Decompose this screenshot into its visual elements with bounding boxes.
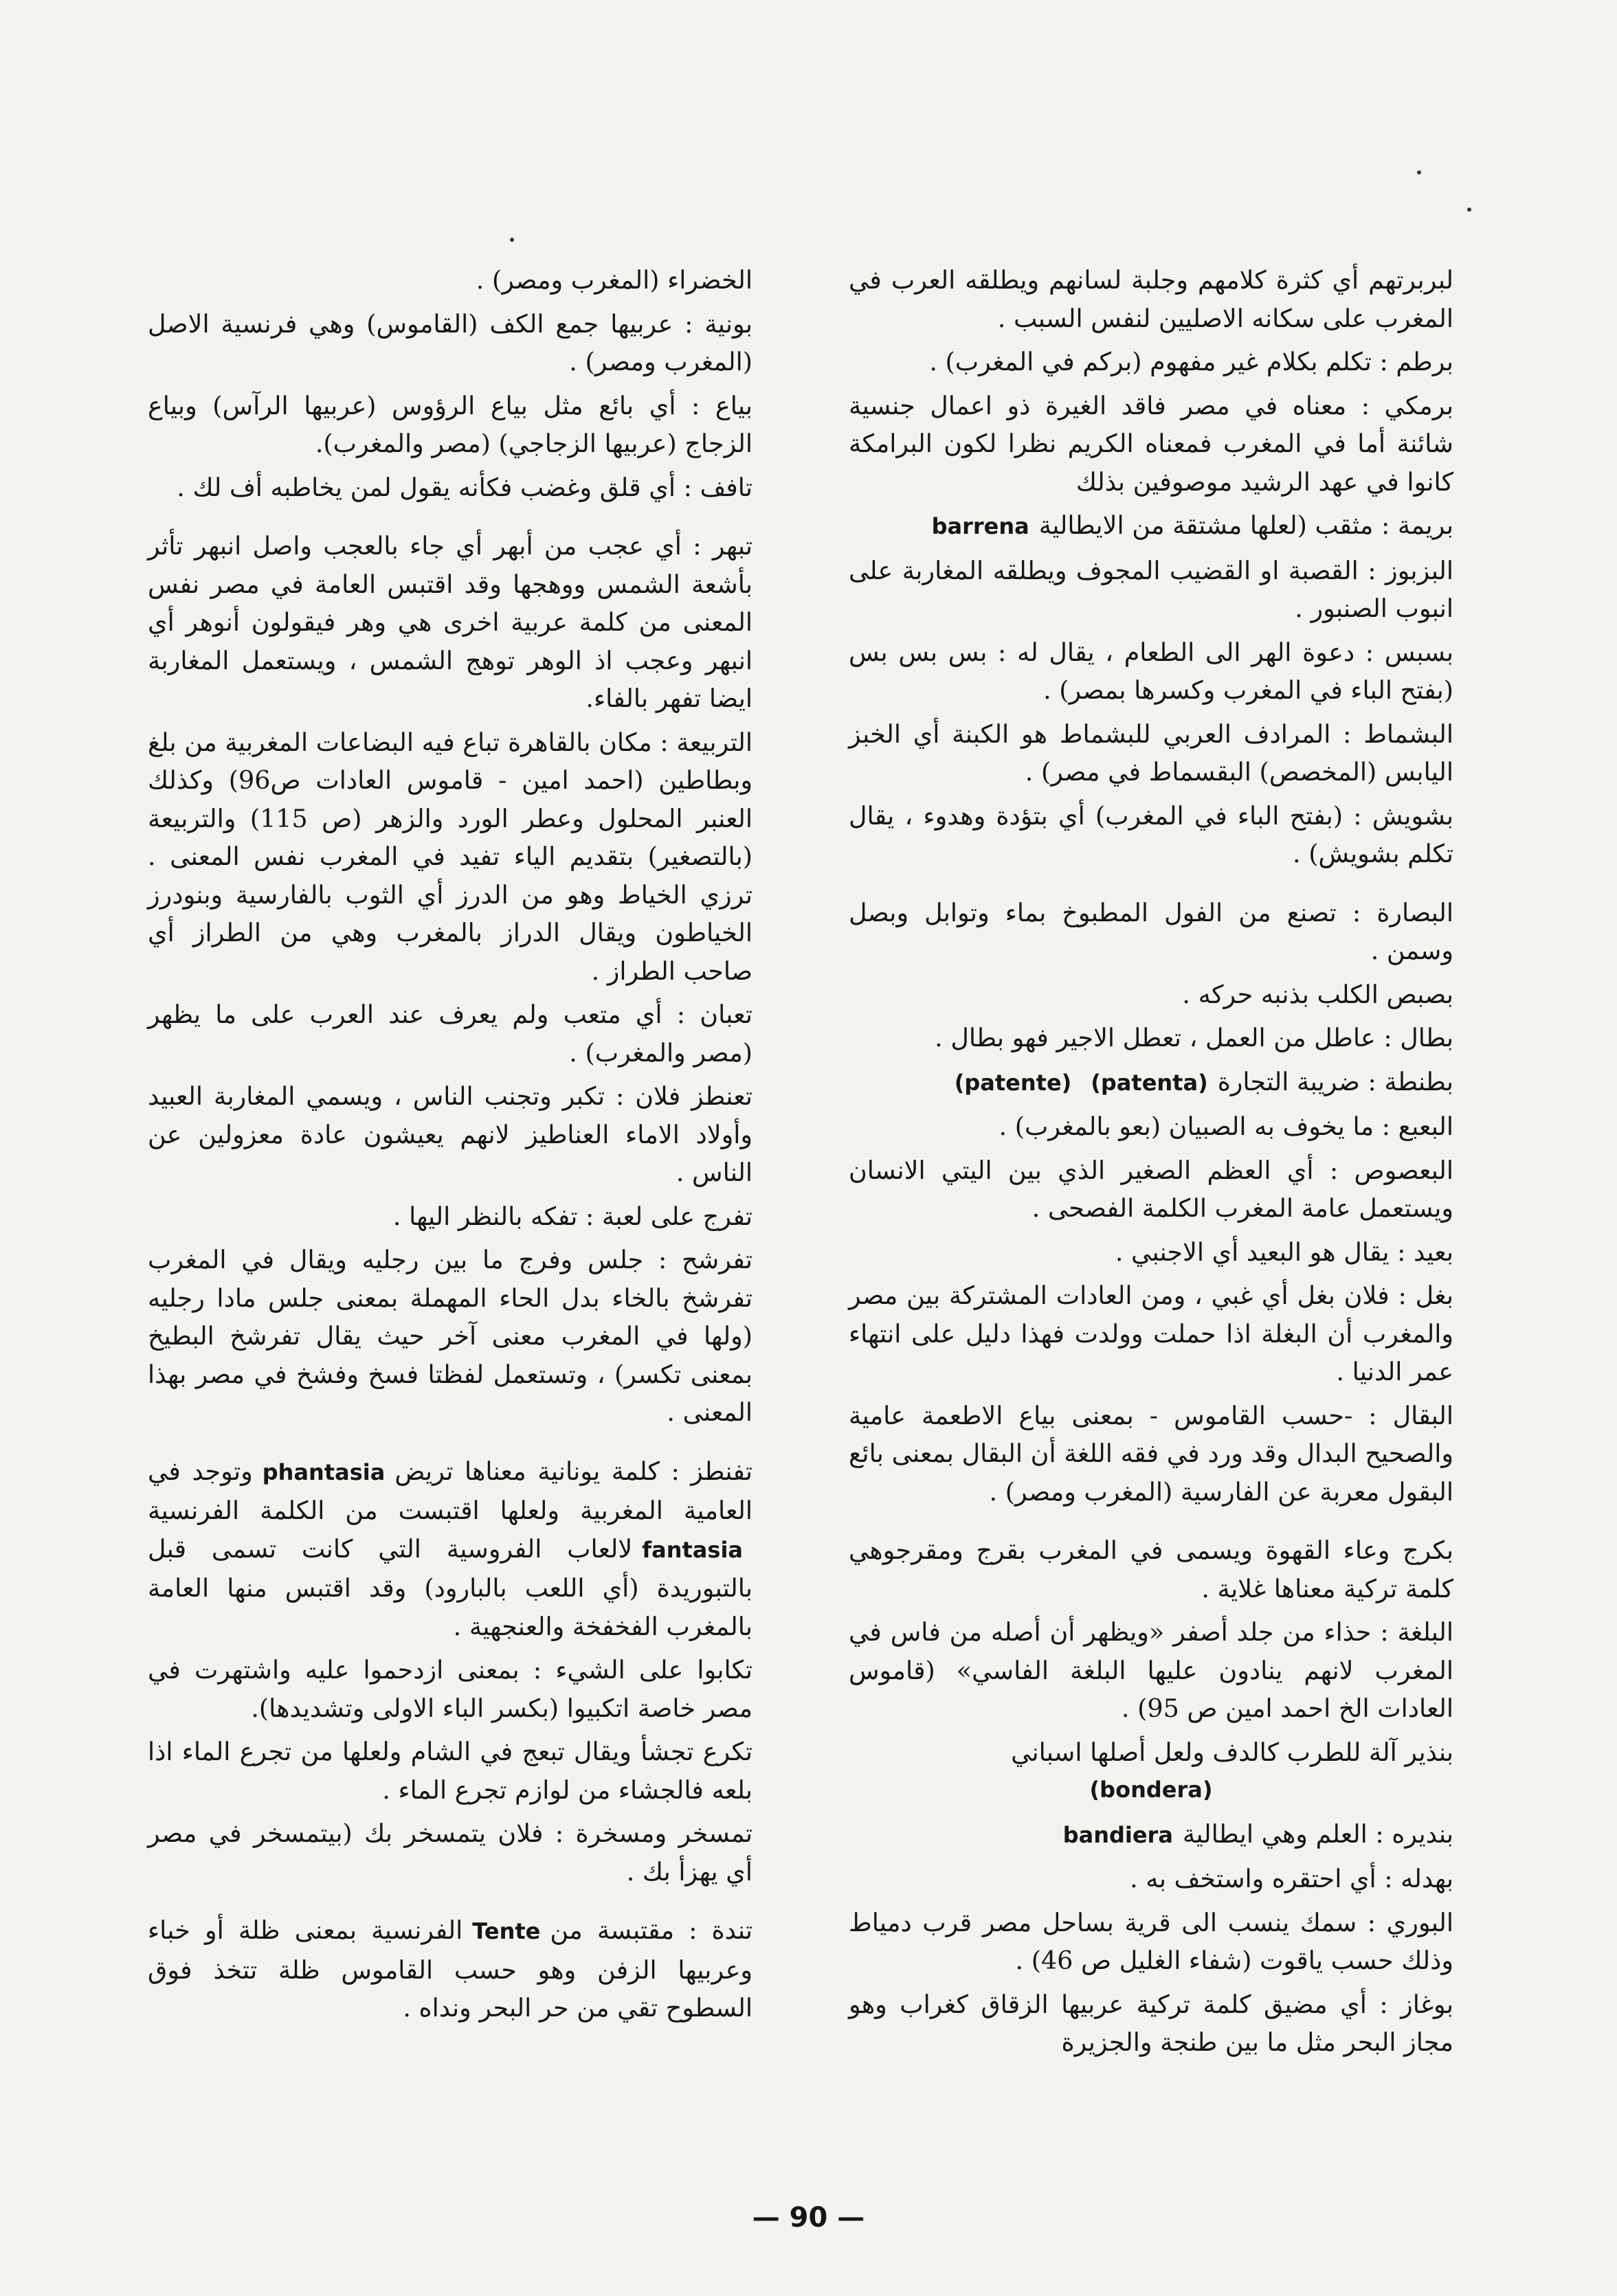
entry-text: بنذير آلة للطرب كالدف ولعل أصلها اسباني (1011, 1737, 1453, 1767)
dictionary-entry (148, 469, 752, 507)
entry-text: الخضراء (المغرب ومصر) . (476, 265, 752, 295)
dictionary-entry (849, 1397, 1453, 1511)
latin-term: phantasia (262, 1459, 386, 1485)
dictionary-entry (148, 527, 752, 718)
dictionary-entry (148, 1452, 752, 1646)
entry-text: بسبس : دعوة الهر الى الطعام ، يقال له : بس بس بس (بفتح الباء في المغرب وكسرها بمصر) . (849, 637, 1453, 705)
entry-text: بغل : فلان بغل أي غبي ، ومن العادات المشتركة بين مصر والمغرب أن البغلة اذا حملت وولدت فهذا دليل على انتهاء عمر الدنيا . (849, 1281, 1453, 1386)
entry-text: بونية : عربيها جمع الكف (القاموس) وهي فرنسية الاصل (المغرب ومصر) . (148, 308, 752, 376)
scan-speck (1417, 170, 1421, 175)
entry-text: لبربرتهم أي كثرة كلامهم وجلبة لسانهم ويطلقه العرب في المغرب على سكانه الاصليين لنفس السبب . (849, 265, 1453, 333)
latin-term: (patenta) (1091, 1069, 1208, 1096)
entry-text: تكابوا على الشيء : بمعنى ازدحموا عليه واشتهرت في مصر خاصة اتكبيوا (بكسر الباء الاولى وتشديدها). (148, 1655, 752, 1723)
entry-text: البلغة : حذاء من جلد أصفر «ويظهر أن أصله من فاس في المغرب لانهم ينادون عليها البلغة الفاسي» (قاموس العادات الخ احمد امين ص 95) . (849, 1617, 1453, 1723)
entry-text: البقال : -حسب القاموس - بمعنى بياع الاطعمة عامية والصحيح البدال وقد ورد في فقه اللغة أن البقال بمعنى بائع البقول معربة عن الفارسية (المغرب ومصر) . (849, 1400, 1453, 1507)
dictionary-entry (849, 1531, 1453, 1608)
entry-text: برمكي : معناه في مصر فاقد الغيرة ذو اعمال جنسية شائنة أما في المغرب فمعناه الكريم نظرا لكون البرامكة كانوا في عهد الرشيد موصوفين بذلك (849, 390, 1453, 497)
dictionary-entry (849, 1151, 1453, 1228)
entry-text: تمسخر ومسخرة : فلان يتمسخر بك (بيتمسخر في مصر أي يهزأ بك . (148, 1819, 752, 1887)
dictionary-entry (148, 1651, 752, 1727)
entry-text: تعبان : أي متعب ولم يعرف عند العرب على ما يظهر (مصر والمغرب) . (148, 1000, 752, 1068)
dictionary-entry (849, 1815, 1453, 1855)
entry-text: بنديره : العلم وهي ايطالية (1182, 1819, 1453, 1849)
entry-text: بطال : عاطل من العمل ، تعطل الاجير فهو بطال . (935, 1023, 1453, 1053)
right-column (849, 261, 1453, 2067)
dictionary-entry (148, 305, 752, 381)
dictionary-entry (849, 343, 1453, 381)
entry-text: بكرج وعاء القهوة ويسمى في المغرب بقرج ومقرجوهي كلمة تركية معناها غلاية . (849, 1535, 1453, 1603)
latin-term: (bondera) (1089, 1777, 1213, 1803)
dictionary-entry (148, 387, 752, 463)
entry-text: التربيعة : مكان بالقاهرة تباع فيه البضاعات المغربية من بلغ وبطاطين (احمد امين - قاموس العادات ص96) وكذلك العنبر المحلول وعطر الورد والزهر (ص 115) والتربيعة (بالتصغير) بتقديم الياء تفيد في المغرب نفس المعنى . ترزي الخياط وهو من الدرز أي الثوب بالفارسية وبنودرز الخياطون ويقال الدراز بالمغرب وهي من الطراز أي صاحب الطراز . (148, 727, 753, 986)
scan-speck (1467, 207, 1471, 212)
entry-text: تافف : أي قلق وغضب فكأنه يقول لمن يخاطبه أف لك . (177, 472, 752, 502)
dictionary-entry (148, 261, 752, 300)
entry-text: بشويش : (بفتح الباء في المغرب) أي بتؤدة وهدوء ، يقال تكلم بشويش) . (849, 800, 1453, 868)
scan-speck (510, 238, 514, 242)
entry-text: بوغاز : أي مضيق كلمة تركية عربيها الزقاق كغراب وهو مجاز البحر مثل ما بين طنجة والجزيرة (849, 1989, 1453, 2057)
dictionary-entry (849, 261, 1453, 337)
dictionary-entry (849, 797, 1453, 873)
dictionary-entry (148, 1733, 752, 1809)
dictionary-entry (849, 633, 1453, 710)
dictionary-entry (849, 1063, 1453, 1103)
left-column (148, 261, 752, 2033)
dictionary-entry (849, 1985, 1453, 2062)
dictionary-entry (849, 1613, 1453, 1728)
entry-text: تبهر : أي عجب من أبهر أي جاء بالعجب واصل انبهر تأثر بأشعة الشمس ووهجها وقد اقتبس العامة في مصر نفس المعنى من كلمة عربية اخرى هي وهر فيقولون أنوهر أي انبهر وعجب اذ الوهر توهج الشمس ، ويستعمل المغاربة ايضا تفهر بالفاء. (148, 531, 752, 713)
entry-text: تفرشح : جلس وفرج ما بين رجليه ويقال في المغرب تفرشخ بالخاء بدل الحاء المهملة بمعنى جلس مادا رجليه (ولها في المغرب معنى آخر حيث يقال تفرشخ البطيخ بمعنى تكسر) ، وتستعمل لفظتا فسخ وفشخ في مصر بهذا المعنى . (148, 1245, 752, 1427)
dictionary-entry (849, 1019, 1453, 1057)
dictionary-entry (849, 1233, 1453, 1272)
entry-text: وتوجد في العامية المغربية ولعلها اقتبست من الكلمة الفرنسية (148, 1456, 752, 1525)
dictionary-entry (148, 1241, 752, 1432)
entry-text: بعيد : يقال هو البعيد أي الاجنبي . (1115, 1237, 1453, 1267)
latin-term: bandiera (1062, 1821, 1173, 1848)
entry-text: بصبص الكلب بذنبه حركه . (1182, 979, 1453, 1009)
dictionary-entry (148, 1814, 752, 1891)
dictionary-entry (849, 506, 1453, 546)
entry-text: بريمة : مثقب (لعلها مشتقة من الايطالية (1038, 510, 1453, 540)
entry-text: البشماط : المرادف العربي للبشماط هو الكبنة أي الخبز اليابس (المخصص) البقسماط في مصر) . (849, 719, 1453, 787)
entry-text: لالعاب الفروسية التي كانت تسمى قبل بالتبوريدة (أي اللعب بالبارود) وقد اقتبس منها العامة بالمغرب الفخفخة والعنجهية . (148, 1533, 752, 1641)
entry-text: البوري : سمك ينسب الى قرية بساحل مصر قرب دمياط وذلك حسب ياقوت (شفاء الغليل ص 46) . (849, 1907, 1453, 1975)
dictionary-entry (148, 1911, 752, 2027)
dictionary-entry (849, 715, 1453, 791)
entry-text: البزبوز : القصبة او القضيب المجوف ويطلقه المغاربة على انبوب الصنبور . (849, 555, 1453, 623)
entry-text: تفرج على لعبة : تفكه بالنظر اليها . (392, 1201, 752, 1231)
latin-term: fantasia (642, 1536, 743, 1563)
entry-text: الفرنسية بمعنى ظلة أو خباء وعربيها الزفن وهو حسب القاموس ظلة تتخذ فوق السطوح تقي من حر البحر ونداه . (148, 1915, 752, 2023)
dictionary-entry (849, 387, 1453, 502)
latin-term: Tente (472, 1918, 541, 1944)
entry-text: تكرع تجشأ ويقال تبعج في الشام ولعلها من تجرع الماء اذا بلعه فالجشاء من لوازم تجرع الماء . (148, 1737, 752, 1805)
latin-term: barrena (931, 513, 1029, 539)
entry-text: البعبع : ما يخوف به الصبيان (بعو بالمغرب) . (999, 1112, 1453, 1141)
dictionary-entry (849, 1904, 1453, 1980)
entry-text: البصارة : تصنع من الفول المطبوخ بماء وتوابل وبصل وسمن . (849, 897, 1453, 965)
dictionary-entry (849, 1276, 1453, 1391)
latin-term: (patente) (954, 1069, 1072, 1096)
dictionary-entry (849, 1733, 1453, 1810)
entry-text: تفنطز : كلمة يونانية معناها تريض (394, 1456, 752, 1486)
dictionary-entry (148, 723, 752, 991)
entry-text: تندة : مقتبسة من (550, 1915, 752, 1945)
dictionary-entry (849, 976, 1453, 1014)
dictionary-entry (849, 1107, 1453, 1146)
page-number: — 90 — (752, 2202, 865, 2233)
dictionary-entry (849, 552, 1453, 628)
entry-text: بطنطة : ضريبة التجارة (1217, 1066, 1453, 1096)
dictionary-entry (849, 894, 1453, 970)
entry-text: بهدله : أي احتقره واستخف به . (1130, 1864, 1453, 1893)
entry-text: تعنطز فلان : تكبر وتجنب الناس ، ويسمي المغاربة العبيد وأولاد الاماء العناطيز لانهم يعيشون عادة معزولين عن الناس . (148, 1081, 752, 1187)
dictionary-entry (148, 1077, 752, 1192)
dictionary-entry (148, 1197, 752, 1236)
dictionary-entry (849, 1860, 1453, 1898)
entry-text: برطم : تكلم بكلام غير مفهوم (بركم في المغرب) . (929, 347, 1453, 376)
dictionary-entry (148, 995, 752, 1072)
entry-text: بياع : أي بائع مثل بياع الرؤوس (عربيها الرآس) وبياع الزجاج (عربيها الزجاجي) (مصر والمغرب). (148, 390, 752, 458)
entry-text: البعصوص : أي العظم الصغير الذي بين اليتي الانسان ويستعمل عامة المغرب الكلمة الفصحى . (849, 1155, 1453, 1223)
